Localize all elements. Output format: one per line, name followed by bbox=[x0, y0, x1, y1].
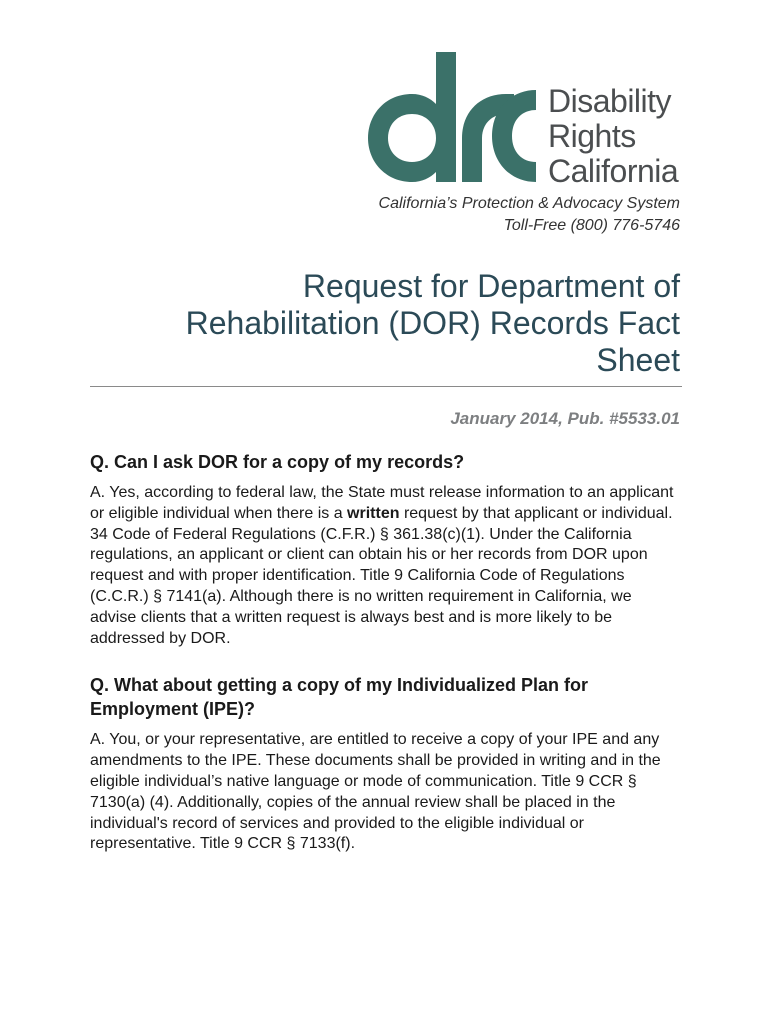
publication-line: January 2014, Pub. #5533.01 bbox=[450, 409, 680, 428]
qa-section-records bbox=[90, 450, 682, 649]
tagline: California’s Protection & Advocacy System bbox=[378, 195, 680, 212]
question: Q. Can I ask DOR for a copy of my records? bbox=[90, 452, 465, 472]
tagline-block bbox=[379, 193, 680, 237]
answer-part: request by that applicant or individual. 34 Code of Federal Regulations (C.F.R.) § 361.38(c)(1). Under the California regulations, an applicant or client can obtain his or her records from DOR upon request and with proper identification. Title 9 California Code of Regulations (C.C.R.) § 7141(a). Although there is no written requirement in California, we advise clients that a written request is always best and is more likely to be addressed by DOR. bbox=[90, 504, 673, 647]
answer bbox=[90, 483, 682, 649]
tollfree-number: Toll-Free (800) 776-5746 bbox=[503, 217, 680, 234]
logo-line-1: Disability bbox=[548, 83, 672, 119]
drc-logo-mark bbox=[366, 50, 542, 190]
document-title: Request for Department of Rehabilitation (DOR) Records Fact Sheet bbox=[185, 268, 680, 378]
answer: A. You, or your representative, are entitled to receive a copy of your IPE and any amendments to the IPE. These documents shall be provided in writing and in the eligible individual’s native language or mode of communication. Title 9 CCR § 7130(a) (4). Additionally, copies of the annual review shall be placed in the individual's record of services and provided to the eligible individual or representative. Title 9 CCR § 7133(f). bbox=[90, 731, 661, 853]
logo-line-3: California bbox=[548, 153, 679, 189]
logo-line-2: Rights bbox=[548, 118, 636, 154]
question: Q. What about getting a copy of my Individualized Plan for Employment (IPE)? bbox=[90, 675, 589, 720]
letterhead bbox=[0, 0, 770, 250]
qa-section-ipe bbox=[90, 673, 682, 855]
answer-part: A. Yes, according to federal law, the State must release information to an applicant or eligible individual when there is a bbox=[90, 484, 674, 522]
title-divider bbox=[90, 386, 682, 387]
organization-name bbox=[548, 84, 678, 189]
answer-emphasis: written bbox=[347, 504, 400, 522]
fact-sheet-body bbox=[90, 450, 682, 879]
